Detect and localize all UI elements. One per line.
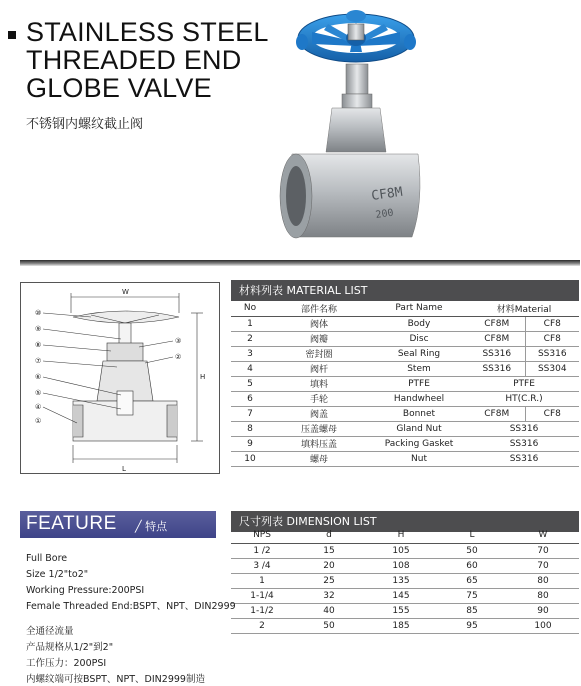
- cell: SS304: [525, 361, 579, 376]
- cell: Stem: [369, 361, 469, 376]
- dim-l-label: L: [122, 465, 126, 473]
- table-row: [231, 618, 579, 633]
- drawing-svg: [21, 283, 219, 473]
- col-w: W: [507, 528, 579, 543]
- cell: 85: [437, 603, 507, 618]
- feature-item: Full Bore: [26, 553, 68, 564]
- cell: 60: [437, 558, 507, 573]
- table-row: [231, 603, 579, 618]
- col-cn-name: 部件名称: [269, 301, 369, 316]
- cell: Nut: [369, 451, 469, 466]
- body-marking-cf8m: CF8M: [370, 184, 404, 204]
- body-marking-200: 200: [374, 207, 395, 221]
- cell: 3: [231, 346, 269, 361]
- cell: 3 /4: [231, 558, 293, 573]
- cell: 95: [437, 618, 507, 633]
- table-row: [231, 406, 579, 421]
- title-line-2: THREADED END: [26, 45, 242, 75]
- feature-title: FEATURE: [26, 513, 117, 534]
- table-row: [231, 391, 579, 406]
- dimension-list-table: [231, 528, 579, 634]
- callout-1: ①: [35, 417, 42, 425]
- callout-9: ⑨: [35, 325, 42, 333]
- cell: 阀瓣: [269, 331, 369, 346]
- cell: 145: [365, 588, 437, 603]
- cell: 100: [507, 618, 579, 633]
- col-l: L: [437, 528, 507, 543]
- cell: Bonnet: [369, 406, 469, 421]
- feature-header: [20, 511, 216, 538]
- table-row: [231, 376, 579, 391]
- cell: 20: [293, 558, 365, 573]
- table-row: [231, 451, 579, 466]
- col-h: H: [365, 528, 437, 543]
- cell: SS316: [525, 346, 579, 361]
- table-row: [231, 331, 579, 346]
- table-row: [231, 436, 579, 451]
- cell: 80: [507, 588, 579, 603]
- callout-3: ③: [175, 337, 182, 345]
- cell: Seal Ring: [369, 346, 469, 361]
- feature-item: Female Threaded End:BSPT、NPT、DIN2999: [26, 601, 236, 612]
- cell: CF8M: [469, 406, 525, 421]
- feature-item-cn: 内螺纹端可按BSPT、NPT、DIN2999制造: [26, 674, 205, 685]
- cell: 40: [293, 603, 365, 618]
- cell: 7: [231, 406, 269, 421]
- cell: HT(C.R.): [469, 391, 579, 406]
- technical-drawing: [20, 282, 220, 474]
- dimension-list-header: 尺寸列表 DIMENSION LIST: [231, 511, 579, 532]
- cell: CF8M: [469, 316, 525, 331]
- cell: CF8: [525, 316, 579, 331]
- cell: CF8: [525, 331, 579, 346]
- cell: PTFE: [469, 376, 579, 391]
- feature-item-cn: 产品规格从1/2"到2": [26, 642, 114, 653]
- cell: Disc: [369, 331, 469, 346]
- cell: CF8: [525, 406, 579, 421]
- material-list-header: 材料列表 MATERIAL LIST: [231, 280, 579, 301]
- feature-list: [26, 551, 236, 686]
- cell: 25: [293, 573, 365, 588]
- col-material: 材料Material: [469, 301, 579, 316]
- valve-product-image: [272, 2, 432, 252]
- table-row: [231, 558, 579, 573]
- cell: 108: [365, 558, 437, 573]
- feature-item-cn: 全通径流量: [26, 626, 74, 637]
- cell: 阀体: [269, 316, 369, 331]
- cell: 10: [231, 451, 269, 466]
- feature-item: Size 1/2"to2": [26, 569, 89, 580]
- callout-5: ⑤: [35, 389, 42, 397]
- product-title: [26, 18, 269, 102]
- cell: 压盖螺母: [269, 421, 369, 436]
- title-line-3: GLOBE VALVE: [26, 73, 212, 103]
- dim-w-label: W: [122, 288, 129, 296]
- cell: 密封圈: [269, 346, 369, 361]
- callout-4: ④: [35, 403, 42, 411]
- product-subtitle: 不锈钢内螺纹截止阀: [26, 117, 144, 132]
- cell: Body: [369, 316, 469, 331]
- cell: 50: [437, 543, 507, 558]
- col-part-name: Part Name: [369, 301, 469, 316]
- cell: Packing Gasket: [369, 436, 469, 451]
- cell: 1 /2: [231, 543, 293, 558]
- cell: 32: [293, 588, 365, 603]
- cell: 阀杆: [269, 361, 369, 376]
- cell: SS316: [469, 361, 525, 376]
- cell: 2: [231, 331, 269, 346]
- callout-2: ②: [175, 353, 182, 361]
- title-line-1: STAINLESS STEEL: [26, 17, 269, 47]
- cell: 50: [293, 618, 365, 633]
- cell: 135: [365, 573, 437, 588]
- cell: 185: [365, 618, 437, 633]
- cell: 阀盖: [269, 406, 369, 421]
- section-divider: [20, 260, 580, 266]
- cell: 填料: [269, 376, 369, 391]
- table-row: [231, 543, 579, 558]
- cell: Gland Nut: [369, 421, 469, 436]
- cell: SS316: [469, 451, 579, 466]
- cell: CF8M: [469, 331, 525, 346]
- title-bullet: [8, 31, 16, 39]
- cell: 填料压盖: [269, 436, 369, 451]
- cell: Handwheel: [369, 391, 469, 406]
- cell: 70: [507, 543, 579, 558]
- feature-title-cn: ╱ 特点: [135, 520, 168, 533]
- table-row: [231, 421, 579, 436]
- cell: 手轮: [269, 391, 369, 406]
- cell: 80: [507, 573, 579, 588]
- table-row: [231, 316, 579, 331]
- callout-6: ⑥: [35, 373, 42, 381]
- cell: 105: [365, 543, 437, 558]
- cell: 2: [231, 618, 293, 633]
- material-header-row: [231, 301, 579, 316]
- cell: 5: [231, 376, 269, 391]
- dim-h-label: H: [200, 373, 206, 381]
- cell: PTFE: [369, 376, 469, 391]
- cell: 1: [231, 316, 269, 331]
- cell: 1: [231, 573, 293, 588]
- cell: SS316: [469, 346, 525, 361]
- cell: 1-1/2: [231, 603, 293, 618]
- feature-item-cn: 工作压力：200PSI: [26, 658, 107, 669]
- feature-item: Working Pressure:200PSI: [26, 585, 145, 596]
- cell: 65: [437, 573, 507, 588]
- cell: SS316: [469, 421, 579, 436]
- cell: 螺母: [269, 451, 369, 466]
- cell: 6: [231, 391, 269, 406]
- cell: 15: [293, 543, 365, 558]
- col-d: d: [293, 528, 365, 543]
- table-row: [231, 361, 579, 376]
- cell: 155: [365, 603, 437, 618]
- callout-10: ⑩: [35, 309, 42, 317]
- cell: 70: [507, 558, 579, 573]
- material-list-table: [231, 301, 579, 467]
- table-row: [231, 588, 579, 603]
- cell: SS316: [469, 436, 579, 451]
- dimension-header-row: [231, 528, 579, 543]
- table-row: [231, 573, 579, 588]
- cell: 8: [231, 421, 269, 436]
- cell: 4: [231, 361, 269, 376]
- cell: 90: [507, 603, 579, 618]
- table-row: [231, 346, 579, 361]
- col-nps: NPS: [231, 528, 293, 543]
- cell: 75: [437, 588, 507, 603]
- cell: 1-1/4: [231, 588, 293, 603]
- callout-7: ⑦: [35, 357, 42, 365]
- callout-8: ⑧: [35, 341, 42, 349]
- col-no: No: [231, 301, 269, 316]
- cell: 9: [231, 436, 269, 451]
